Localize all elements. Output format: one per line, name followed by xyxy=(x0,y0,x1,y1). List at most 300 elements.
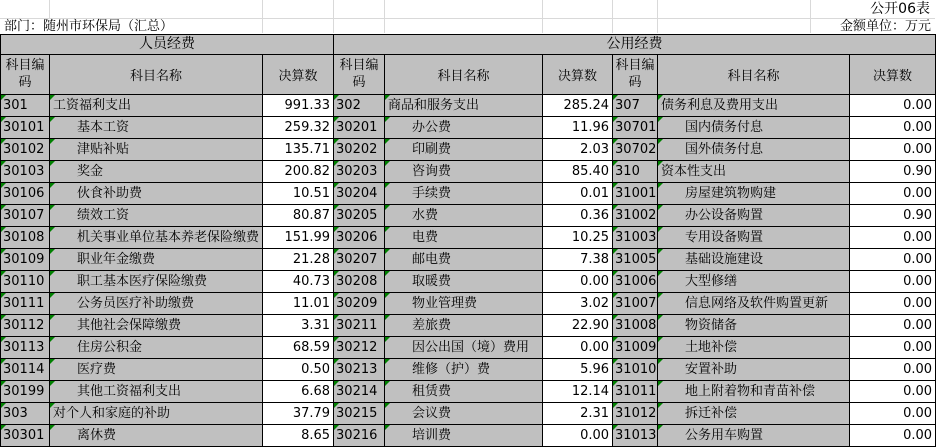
cell-subject-name[interactable] xyxy=(385,271,543,293)
cell-final-amount[interactable] xyxy=(543,161,613,183)
cell-subject-name[interactable] xyxy=(385,227,543,249)
error-indicator-icon xyxy=(385,381,390,386)
cell-subject-name[interactable] xyxy=(658,359,850,381)
cell-subject-code[interactable] xyxy=(1,139,50,161)
cell-final-amount[interactable] xyxy=(543,381,613,403)
cell-final-amount-text: 8.65 xyxy=(301,428,331,443)
cell-subject-code-text: 30702 xyxy=(615,142,657,157)
cell-final-amount[interactable] xyxy=(543,205,613,227)
cell-subject-name-text: 商品和服务支出 xyxy=(388,98,480,113)
cell-final-amount[interactable] xyxy=(263,249,334,271)
cell-subject-name-text: 地上附着物和青苗补偿 xyxy=(685,384,816,399)
cell-final-amount-text: 2.31 xyxy=(580,406,610,421)
cell-subject-name[interactable] xyxy=(50,315,263,337)
cell-final-amount[interactable] xyxy=(263,271,334,293)
error-indicator-icon xyxy=(658,205,663,210)
cell-subject-name-text: 其他社会保障缴费 xyxy=(77,318,182,333)
cell-subject-code[interactable] xyxy=(613,117,658,139)
cell-subject-name[interactable] xyxy=(385,205,543,227)
cell-final-amount[interactable] xyxy=(543,139,613,161)
error-indicator-icon xyxy=(385,315,390,320)
cell-final-amount-text: 0.01 xyxy=(580,186,610,201)
cell-subject-code[interactable] xyxy=(1,161,50,183)
cell-subject-code-text: 31008 xyxy=(615,318,657,333)
cell-subject-name[interactable] xyxy=(50,95,263,117)
cell-subject-code[interactable] xyxy=(1,249,50,271)
cell-subject-code[interactable] xyxy=(1,403,50,425)
cell-subject-name[interactable] xyxy=(385,425,543,447)
cell-final-amount-text: 80.87 xyxy=(292,208,331,223)
cell-final-amount[interactable] xyxy=(263,161,334,183)
cell-final-amount[interactable] xyxy=(263,95,334,117)
cell-subject-name[interactable] xyxy=(385,95,543,117)
cell-subject-name[interactable] xyxy=(50,249,263,271)
error-indicator-icon xyxy=(613,403,618,408)
cell-subject-name[interactable] xyxy=(50,161,263,183)
cell-final-amount[interactable] xyxy=(263,337,334,359)
cell-final-amount[interactable] xyxy=(263,139,334,161)
cell-subject-name[interactable] xyxy=(385,139,543,161)
cell-subject-name[interactable] xyxy=(658,425,850,447)
cell-subject-name[interactable] xyxy=(658,337,850,359)
cell-subject-code-text: 30215 xyxy=(336,406,378,421)
group-header-public[interactable]: 公用经费 xyxy=(334,35,936,55)
cell-subject-code[interactable] xyxy=(613,161,658,183)
cell-final-amount-text: 991.33 xyxy=(284,98,331,113)
cell-final-amount[interactable] xyxy=(850,425,936,447)
error-indicator-icon xyxy=(1,205,6,210)
cell-subject-code[interactable] xyxy=(334,227,385,249)
cell-final-amount[interactable] xyxy=(850,117,936,139)
cell-final-amount[interactable] xyxy=(543,183,613,205)
cell-final-amount[interactable] xyxy=(850,227,936,249)
cell-subject-code-text: 30214 xyxy=(336,384,378,399)
error-indicator-icon xyxy=(385,161,390,166)
column-header-code-1[interactable]: 科目编码 xyxy=(1,55,50,95)
gridline xyxy=(384,0,385,33)
table-row xyxy=(1,227,936,249)
error-indicator-icon xyxy=(613,95,618,100)
table-row xyxy=(1,205,936,227)
cell-subject-name[interactable] xyxy=(385,249,543,271)
cell-subject-name-text: 津贴补贴 xyxy=(77,142,130,157)
cell-subject-code[interactable] xyxy=(334,403,385,425)
cell-subject-name[interactable] xyxy=(658,381,850,403)
cell-final-amount[interactable] xyxy=(263,227,334,249)
cell-subject-code-text: 30209 xyxy=(336,296,378,311)
cell-subject-name[interactable] xyxy=(50,293,263,315)
error-indicator-icon xyxy=(1,293,6,298)
error-indicator-icon xyxy=(334,161,339,166)
cell-final-amount[interactable] xyxy=(263,315,334,337)
error-indicator-icon xyxy=(50,381,55,386)
error-indicator-icon xyxy=(50,183,55,188)
cell-subject-name[interactable] xyxy=(658,205,850,227)
gridline xyxy=(810,0,811,33)
error-indicator-icon xyxy=(50,205,55,210)
cell-final-amount[interactable] xyxy=(543,249,613,271)
error-indicator-icon xyxy=(334,139,339,144)
cell-subject-code-text: 30206 xyxy=(336,230,378,245)
error-indicator-icon xyxy=(613,271,618,276)
cell-final-amount-text: 0.00 xyxy=(903,120,933,135)
cell-subject-name-text: 其他工资福利支出 xyxy=(77,384,182,399)
cell-final-amount[interactable] xyxy=(263,425,334,447)
cell-final-amount[interactable] xyxy=(850,205,936,227)
cell-final-amount[interactable] xyxy=(543,271,613,293)
cell-final-amount[interactable] xyxy=(850,161,936,183)
cell-subject-code-text: 31011 xyxy=(615,384,657,399)
cell-subject-name[interactable] xyxy=(385,293,543,315)
error-indicator-icon xyxy=(50,139,55,144)
cell-final-amount[interactable] xyxy=(543,315,613,337)
cell-final-amount[interactable] xyxy=(850,403,936,425)
table-row xyxy=(1,161,936,183)
error-indicator-icon xyxy=(1,249,6,254)
cell-subject-code-text: 30203 xyxy=(336,164,378,179)
cell-subject-code-text: 30103 xyxy=(3,164,45,179)
error-indicator-icon xyxy=(50,337,55,342)
cell-final-amount-text: 68.59 xyxy=(292,340,331,355)
cell-final-amount[interactable] xyxy=(543,227,613,249)
cell-subject-name[interactable] xyxy=(658,227,850,249)
error-indicator-icon xyxy=(50,117,55,122)
cell-subject-name[interactable] xyxy=(658,293,850,315)
cell-subject-code[interactable] xyxy=(334,271,385,293)
cell-final-amount[interactable] xyxy=(263,403,334,425)
cell-subject-name[interactable] xyxy=(50,425,263,447)
error-indicator-icon xyxy=(334,271,339,276)
cell-subject-code[interactable] xyxy=(334,249,385,271)
cell-subject-code[interactable] xyxy=(334,359,385,381)
error-indicator-icon xyxy=(50,315,55,320)
column-header-value-3[interactable]: 决算数 xyxy=(850,55,936,95)
cell-subject-code[interactable] xyxy=(1,315,50,337)
table-row xyxy=(1,183,936,205)
cell-subject-name[interactable] xyxy=(658,271,850,293)
error-indicator-icon xyxy=(334,117,339,122)
error-indicator-icon xyxy=(658,337,663,342)
cell-subject-code-text: 30208 xyxy=(336,274,378,289)
cell-subject-name[interactable] xyxy=(50,139,263,161)
error-indicator-icon xyxy=(334,183,339,188)
cell-subject-code[interactable] xyxy=(1,227,50,249)
cell-subject-name[interactable] xyxy=(50,183,263,205)
column-header-name-2[interactable]: 科目名称 xyxy=(385,55,543,95)
cell-subject-code[interactable] xyxy=(613,381,658,403)
error-indicator-icon xyxy=(50,227,55,232)
column-header-value-1[interactable]: 决算数 xyxy=(263,55,334,95)
cell-subject-code[interactable] xyxy=(613,249,658,271)
cell-subject-code[interactable] xyxy=(613,425,658,447)
table-row xyxy=(1,337,936,359)
column-header-code-2[interactable]: 科目编码 xyxy=(334,55,385,95)
cell-subject-code[interactable] xyxy=(613,227,658,249)
cell-final-amount[interactable] xyxy=(850,359,936,381)
cell-final-amount-text: 0.50 xyxy=(301,362,331,377)
cell-final-amount[interactable] xyxy=(543,425,613,447)
cell-subject-name-text: 会议费 xyxy=(412,406,452,421)
cell-subject-name[interactable] xyxy=(658,183,850,205)
column-header-name-1[interactable]: 科目名称 xyxy=(50,55,263,95)
cell-subject-code-text: 30204 xyxy=(336,186,378,201)
cell-final-amount-text: 0.00 xyxy=(903,428,933,443)
cell-subject-name[interactable] xyxy=(385,381,543,403)
error-indicator-icon xyxy=(50,249,55,254)
error-indicator-icon xyxy=(334,315,339,320)
cell-subject-name[interactable] xyxy=(50,337,263,359)
column-header-code-3[interactable]: 科目编码 xyxy=(613,55,658,95)
error-indicator-icon xyxy=(385,117,390,122)
error-indicator-icon xyxy=(658,95,663,100)
cell-subject-name-text: 住房公积金 xyxy=(77,340,143,355)
cell-final-amount-text: 0.00 xyxy=(580,274,610,289)
cell-subject-name-text: 办公费 xyxy=(412,120,452,135)
error-indicator-icon xyxy=(1,381,6,386)
error-indicator-icon xyxy=(334,205,339,210)
budget-table xyxy=(0,34,936,447)
cell-final-amount[interactable] xyxy=(263,359,334,381)
cell-subject-code[interactable] xyxy=(334,381,385,403)
cell-subject-name[interactable] xyxy=(658,95,850,117)
cell-subject-name[interactable] xyxy=(50,117,263,139)
cell-subject-name[interactable] xyxy=(385,117,543,139)
cell-subject-code-text: 30205 xyxy=(336,208,378,223)
cell-subject-name-text: 伙食补助费 xyxy=(77,186,143,201)
cell-subject-name[interactable] xyxy=(50,205,263,227)
error-indicator-icon xyxy=(385,249,390,254)
error-indicator-icon xyxy=(334,425,339,430)
cell-subject-name-text: 国内债务付息 xyxy=(685,120,764,135)
error-indicator-icon xyxy=(385,227,390,232)
cell-final-amount[interactable] xyxy=(850,271,936,293)
table-row xyxy=(1,359,936,381)
error-indicator-icon xyxy=(334,337,339,342)
cell-final-amount-text: 0.00 xyxy=(903,384,933,399)
error-indicator-icon xyxy=(658,381,663,386)
cell-subject-name[interactable] xyxy=(658,139,850,161)
error-indicator-icon xyxy=(385,205,390,210)
cell-subject-name[interactable] xyxy=(658,315,850,337)
cell-subject-code[interactable] xyxy=(1,381,50,403)
cell-final-amount-text: 151.99 xyxy=(284,230,331,245)
cell-final-amount[interactable] xyxy=(850,315,936,337)
table-body xyxy=(1,95,936,447)
cell-subject-code-text: 303 xyxy=(3,406,28,421)
cell-final-amount[interactable] xyxy=(850,183,936,205)
error-indicator-icon xyxy=(334,359,339,364)
cell-subject-code[interactable] xyxy=(613,315,658,337)
cell-subject-name-text: 公务员医疗补助缴费 xyxy=(77,296,195,311)
cell-subject-name[interactable] xyxy=(50,359,263,381)
cell-subject-name[interactable] xyxy=(50,381,263,403)
cell-subject-name[interactable] xyxy=(50,227,263,249)
column-header-name-3[interactable]: 科目名称 xyxy=(658,55,850,95)
cell-subject-code-text: 31009 xyxy=(615,340,657,355)
cell-subject-code[interactable] xyxy=(613,139,658,161)
cell-subject-name[interactable] xyxy=(658,249,850,271)
cell-final-amount[interactable] xyxy=(263,117,334,139)
cell-subject-name-text: 维修（护）费 xyxy=(412,362,491,377)
cell-subject-code-text: 30114 xyxy=(3,362,45,377)
cell-subject-code[interactable] xyxy=(1,183,50,205)
cell-subject-name-text: 租赁费 xyxy=(412,384,452,399)
error-indicator-icon xyxy=(613,315,618,320)
cell-subject-code[interactable] xyxy=(334,337,385,359)
group-header-personnel[interactable]: 人员经费 xyxy=(1,35,334,55)
error-indicator-icon xyxy=(613,227,618,232)
cell-final-amount[interactable] xyxy=(850,139,936,161)
cell-subject-code[interactable] xyxy=(613,183,658,205)
cell-subject-code[interactable] xyxy=(1,293,50,315)
cell-subject-code-text: 30107 xyxy=(3,208,45,223)
cell-subject-name[interactable] xyxy=(658,117,850,139)
error-indicator-icon xyxy=(385,271,390,276)
cell-subject-code[interactable] xyxy=(613,403,658,425)
cell-subject-name-text: 职工基本医疗保险缴费 xyxy=(77,274,208,289)
column-header-row xyxy=(1,55,936,95)
cell-subject-code[interactable] xyxy=(1,425,50,447)
cell-subject-code-text: 30106 xyxy=(3,186,45,201)
cell-subject-name-text: 公务用车购置 xyxy=(685,428,764,443)
cell-final-amount-text: 11.96 xyxy=(571,120,610,135)
cell-subject-code[interactable] xyxy=(334,139,385,161)
cell-subject-code[interactable] xyxy=(1,117,50,139)
error-indicator-icon xyxy=(385,293,390,298)
cell-final-amount-text: 10.25 xyxy=(571,230,610,245)
cell-final-amount[interactable] xyxy=(850,249,936,271)
cell-final-amount[interactable] xyxy=(543,403,613,425)
cell-subject-name[interactable] xyxy=(50,403,263,425)
cell-subject-name-text: 大型修缮 xyxy=(685,274,738,289)
cell-final-amount[interactable] xyxy=(263,381,334,403)
cell-subject-code[interactable] xyxy=(334,161,385,183)
cell-final-amount[interactable] xyxy=(543,337,613,359)
cell-final-amount-text: 0.00 xyxy=(903,230,933,245)
cell-final-amount[interactable] xyxy=(543,359,613,381)
cell-subject-code-text: 31007 xyxy=(615,296,657,311)
cell-subject-code[interactable] xyxy=(334,205,385,227)
cell-subject-code[interactable] xyxy=(334,183,385,205)
error-indicator-icon xyxy=(658,359,663,364)
cell-subject-code-text: 30701 xyxy=(615,120,657,135)
cell-subject-code[interactable] xyxy=(613,337,658,359)
error-indicator-icon xyxy=(385,359,390,364)
cell-subject-code[interactable] xyxy=(1,271,50,293)
cell-final-amount[interactable] xyxy=(263,205,334,227)
cell-subject-name[interactable] xyxy=(50,271,263,293)
error-indicator-icon xyxy=(658,227,663,232)
error-indicator-icon xyxy=(613,249,618,254)
cell-subject-name[interactable] xyxy=(385,337,543,359)
error-indicator-icon xyxy=(334,227,339,232)
cell-subject-code-text: 310 xyxy=(615,164,640,179)
error-indicator-icon xyxy=(1,227,6,232)
cell-subject-code[interactable] xyxy=(613,271,658,293)
cell-subject-name[interactable] xyxy=(385,315,543,337)
cell-final-amount-text: 285.24 xyxy=(563,98,610,113)
cell-subject-code[interactable] xyxy=(1,95,50,117)
cell-final-amount[interactable] xyxy=(850,293,936,315)
cell-subject-code-text: 31005 xyxy=(615,252,657,267)
cell-final-amount[interactable] xyxy=(850,95,936,117)
error-indicator-icon xyxy=(658,271,663,276)
cell-subject-code[interactable] xyxy=(1,205,50,227)
cell-final-amount-text: 40.73 xyxy=(292,274,331,289)
cell-subject-code[interactable] xyxy=(613,95,658,117)
cell-final-amount[interactable] xyxy=(850,337,936,359)
cell-subject-code[interactable] xyxy=(334,315,385,337)
table-row xyxy=(1,95,936,117)
cell-subject-code[interactable] xyxy=(334,95,385,117)
cell-final-amount-text: 259.32 xyxy=(284,120,331,135)
cell-subject-code-text: 30108 xyxy=(3,230,45,245)
cell-subject-code-text: 31003 xyxy=(615,230,657,245)
cell-subject-code[interactable] xyxy=(613,293,658,315)
cell-subject-name[interactable] xyxy=(385,161,543,183)
cell-subject-code-text: 307 xyxy=(615,98,640,113)
error-indicator-icon xyxy=(613,205,618,210)
error-indicator-icon xyxy=(1,315,6,320)
cell-subject-code-text: 31002 xyxy=(615,208,657,223)
cell-final-amount[interactable] xyxy=(850,381,936,403)
cell-subject-code[interactable] xyxy=(1,337,50,359)
cell-final-amount[interactable] xyxy=(543,95,613,117)
error-indicator-icon xyxy=(613,161,618,166)
cell-final-amount-text: 0.90 xyxy=(903,208,933,223)
cell-subject-code-text: 31013 xyxy=(615,428,657,443)
cell-subject-code[interactable] xyxy=(1,359,50,381)
cell-subject-name[interactable] xyxy=(658,403,850,425)
cell-subject-code[interactable] xyxy=(613,205,658,227)
error-indicator-icon xyxy=(385,425,390,430)
gridline xyxy=(333,0,334,33)
cell-subject-code[interactable] xyxy=(334,117,385,139)
cell-subject-name[interactable] xyxy=(385,183,543,205)
cell-subject-code[interactable] xyxy=(334,425,385,447)
cell-subject-name-text: 绩效工资 xyxy=(77,208,130,223)
error-indicator-icon xyxy=(50,293,55,298)
cell-final-amount-text: 6.68 xyxy=(301,384,331,399)
error-indicator-icon xyxy=(50,161,55,166)
cell-final-amount[interactable] xyxy=(543,117,613,139)
cell-final-amount[interactable] xyxy=(263,183,334,205)
error-indicator-icon xyxy=(613,425,618,430)
cell-subject-code-text: 302 xyxy=(336,98,361,113)
error-indicator-icon xyxy=(658,161,663,166)
cell-final-amount[interactable] xyxy=(263,293,334,315)
cell-final-amount-text: 0.00 xyxy=(903,252,933,267)
cell-subject-name-text: 物资储备 xyxy=(685,318,738,333)
cell-subject-name[interactable] xyxy=(385,359,543,381)
cell-final-amount-text: 0.00 xyxy=(580,340,610,355)
cell-subject-name-text: 工资福利支出 xyxy=(53,98,132,113)
cell-subject-name[interactable] xyxy=(385,403,543,425)
cell-subject-name-text: 房屋建筑物购建 xyxy=(685,186,777,201)
cell-subject-name[interactable] xyxy=(658,161,850,183)
cell-subject-code-text: 30201 xyxy=(336,120,378,135)
column-header-value-2[interactable]: 决算数 xyxy=(543,55,613,95)
cell-subject-name-text: 水费 xyxy=(412,208,439,223)
cell-subject-name-text: 取暖费 xyxy=(412,274,452,289)
cell-final-amount-text: 0.00 xyxy=(903,318,933,333)
error-indicator-icon xyxy=(385,183,390,188)
cell-final-amount[interactable] xyxy=(543,293,613,315)
cell-subject-code-text: 30202 xyxy=(336,142,378,157)
cell-subject-code[interactable] xyxy=(334,293,385,315)
error-indicator-icon xyxy=(1,425,6,430)
cell-subject-code[interactable] xyxy=(613,359,658,381)
